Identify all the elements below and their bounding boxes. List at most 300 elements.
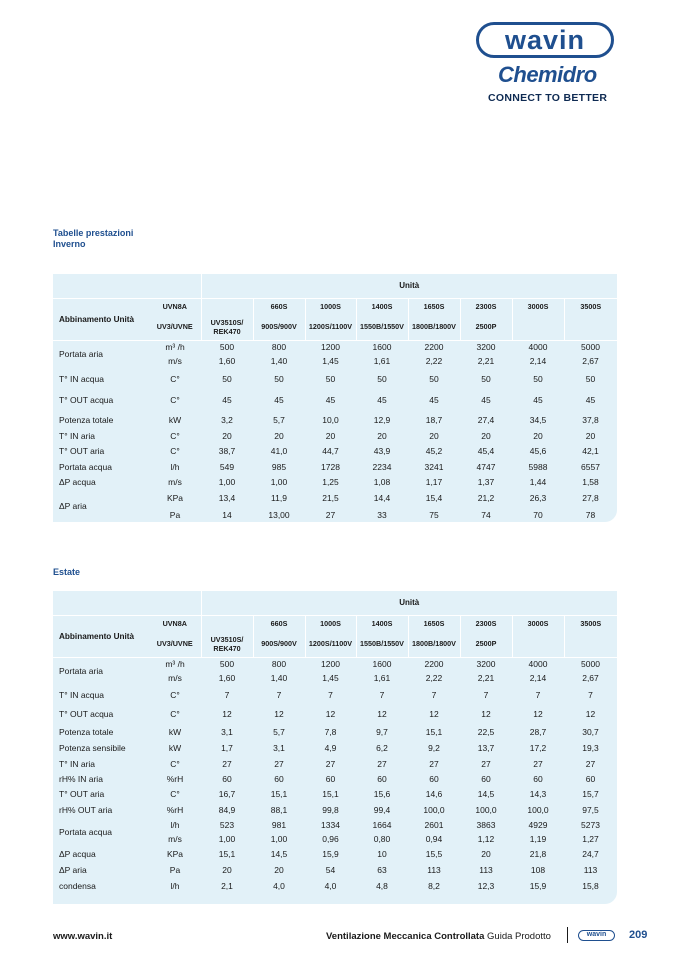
value-cell: 4,0: [324, 881, 337, 891]
value-cell: 60: [585, 773, 596, 784]
value-cell: 15,9: [529, 881, 547, 891]
value-cell: 84,9: [218, 805, 236, 815]
value-cell: 4,9: [324, 743, 337, 753]
row-label: ΔP acqua: [59, 849, 96, 859]
model-cell: UVN8A: [149, 615, 201, 631]
value-cell: 42,1: [582, 446, 599, 456]
model-cell: 3500S: [564, 298, 617, 314]
value-cell: 1,19: [529, 834, 547, 844]
value-cell: 74: [481, 509, 491, 520]
table-row: [53, 818, 617, 832]
value-cell: 3241: [424, 461, 444, 472]
value-cell: 1,17: [425, 476, 443, 487]
row-label: Potenza sensibile: [59, 743, 126, 753]
value-cell: 1728: [321, 461, 340, 472]
table-row: [53, 368, 617, 389]
model-cell: 1650S: [408, 615, 460, 631]
row-label: T° IN acqua: [59, 373, 104, 384]
value-cell: 45: [533, 394, 543, 405]
value-cell: 11,9: [271, 492, 287, 503]
value-cell: 27,4: [477, 414, 495, 425]
value-cell: 500: [201, 340, 253, 354]
model-cell: 1400S: [356, 298, 408, 314]
table-row: [53, 429, 617, 443]
value-cell: 28,7: [529, 726, 547, 737]
value-cell: 3863: [476, 820, 496, 830]
wavin-logo: [476, 22, 614, 58]
value-cell: 27: [222, 758, 232, 769]
value-cell: 45,2: [425, 446, 443, 456]
row-label: T° IN aria: [59, 758, 95, 769]
table-row: [53, 685, 617, 704]
table-row: [53, 459, 617, 474]
model-cell: UV3510S/ REK470: [201, 631, 253, 657]
value-cell: 10: [377, 849, 387, 859]
value-cell: 1,00: [270, 834, 288, 844]
value-cell: 4747: [476, 461, 496, 472]
value-cell: 12: [481, 708, 491, 719]
table-row: [53, 771, 617, 786]
value-cell: 45,6: [529, 446, 547, 456]
value-cell: 45,4: [477, 446, 495, 456]
value-cell: 12: [585, 708, 596, 719]
value-cell: 1,60: [218, 356, 236, 366]
model-cell: 2500P: [460, 631, 512, 657]
value-cell: 50: [274, 373, 284, 384]
row-label: Portata acqua: [59, 461, 112, 472]
value-cell: 78: [585, 509, 596, 520]
value-cell: 7: [276, 689, 282, 700]
value-cell: 5,7: [273, 414, 285, 425]
table-row: [53, 846, 617, 862]
model-cell: 3000S: [512, 615, 564, 631]
value-cell: 100,0: [423, 805, 445, 815]
value-cell: 1,25: [322, 476, 339, 487]
row-label: condensa: [59, 881, 96, 891]
row-label: T° OUT aria: [59, 446, 105, 456]
model-cell: 660S: [253, 298, 305, 314]
unit-cell: l/h: [170, 881, 180, 891]
value-cell: 1,44: [529, 476, 547, 487]
blank-cell: [149, 591, 201, 615]
value-cell: 15,1: [425, 726, 443, 737]
winter-heading: Inverno: [53, 239, 86, 249]
value-cell: 1,37: [477, 476, 495, 487]
value-cell: 523: [219, 820, 235, 830]
value-cell: 17,2: [529, 743, 547, 753]
value-cell: 1,00: [218, 476, 236, 487]
unit-cell: m/s: [168, 356, 182, 366]
value-cell: 2,67: [582, 356, 599, 366]
models-row-a: [53, 298, 617, 314]
unit-cell: m³ /h: [149, 340, 201, 354]
value-cell: 4000: [512, 657, 564, 671]
value-cell: 2,67: [582, 673, 599, 683]
value-cell: 981: [271, 820, 287, 830]
value-cell: 12: [222, 708, 232, 719]
unit-cell: m/s: [168, 834, 182, 844]
value-cell: 6,2: [376, 743, 388, 753]
value-cell: 0,94: [425, 834, 443, 844]
value-cell: 50: [222, 373, 232, 384]
value-cell: 4929: [528, 820, 548, 830]
model-cell: 1000S: [305, 615, 356, 631]
unit-cell: C°: [170, 373, 180, 384]
value-cell: 1,00: [270, 476, 288, 487]
footer-doc-subtitle: Guida Prodotto: [487, 931, 551, 942]
value-cell: 12: [274, 708, 284, 719]
model-cell: UV3/UVNE: [156, 639, 193, 649]
wavin-logo-text: wavin: [504, 24, 586, 55]
model-cell: 3500S: [564, 615, 617, 631]
table-row: [53, 723, 617, 740]
value-cell: 50: [429, 373, 439, 384]
blank-cell: [53, 591, 149, 615]
model-cell: [201, 615, 253, 631]
footer-doc-name: Ventilazione Meccanica Controllata: [326, 931, 485, 942]
row-label-abbinamento: Abbinamento Unità: [53, 615, 149, 657]
section-title: [53, 228, 133, 250]
value-cell: 27: [585, 758, 596, 769]
row-label: ΔP aria: [59, 501, 87, 511]
value-cell: 7: [431, 689, 437, 700]
value-cell: 45: [429, 394, 439, 405]
value-cell: 34,5: [529, 414, 547, 425]
value-cell: 44,7: [322, 446, 339, 456]
value-cell: 21,5: [322, 492, 339, 503]
unit-cell: KPa: [166, 492, 184, 503]
value-cell: 45: [481, 394, 491, 405]
value-cell: 99,8: [322, 805, 339, 815]
value-cell: 7,8: [324, 726, 337, 737]
value-cell: 800: [253, 657, 305, 671]
unit-cell: l/h: [170, 461, 180, 472]
value-cell: 5000: [564, 657, 617, 671]
unit-cell: C°: [170, 708, 180, 719]
row-label: ΔP acqua: [59, 476, 96, 487]
value-cell: 5988: [528, 461, 548, 472]
value-cell: 0,96: [322, 834, 339, 844]
value-cell: 63: [377, 865, 387, 875]
value-cell: 20: [377, 431, 387, 441]
value-cell: 15,7: [582, 789, 599, 799]
unit-cell: %rH: [166, 773, 184, 784]
value-cell: 20: [481, 849, 491, 859]
value-cell: 27: [533, 758, 543, 769]
value-cell: 2,21: [477, 673, 495, 683]
value-cell: 7: [224, 689, 230, 700]
model-cell: 1200S/1100V: [305, 631, 356, 657]
value-cell: 9,7: [376, 726, 388, 737]
value-cell: 3,2: [221, 414, 233, 425]
value-cell: 1600: [356, 340, 408, 354]
model-cell: 2300S: [460, 298, 512, 314]
model-cell: 1550B/1550V: [356, 631, 408, 657]
value-cell: 70: [533, 509, 543, 520]
table-row: [53, 704, 617, 723]
value-cell: 60: [222, 773, 232, 784]
value-cell: 2,22: [425, 356, 443, 366]
value-cell: 100,0: [475, 805, 497, 815]
value-cell: 7: [535, 689, 541, 700]
value-cell: 37,8: [582, 414, 599, 425]
footer-doc-title: [326, 931, 551, 942]
value-cell: 3,1: [273, 743, 285, 753]
value-cell: 99,4: [373, 805, 391, 815]
unit-cell: kW: [168, 726, 182, 737]
value-cell: 800: [253, 340, 305, 354]
value-cell: 75: [429, 509, 439, 520]
value-cell: 1,27: [582, 834, 599, 844]
value-cell: 33: [377, 509, 387, 520]
value-cell: 20: [274, 865, 284, 875]
footer-wavin-logo: wavin: [578, 930, 615, 941]
value-cell: 50: [377, 373, 387, 384]
unit-cell: l/h: [170, 820, 180, 830]
unit-cell: C°: [170, 446, 180, 456]
chemidro-logo: Chemidro: [498, 62, 597, 87]
model-cell: 1000S: [305, 298, 356, 314]
row-label: Portata acqua: [59, 827, 112, 837]
unit-header-row: [53, 591, 617, 615]
table-row: [53, 389, 617, 410]
value-cell: 20: [222, 431, 232, 441]
value-cell: 2234: [372, 461, 392, 472]
value-cell: 9,2: [428, 743, 440, 753]
row-label: T° OUT acqua: [59, 394, 114, 405]
value-cell: 21,8: [529, 849, 547, 859]
row-label: T° OUT aria: [59, 789, 105, 799]
value-cell: 15,9: [322, 849, 339, 859]
value-cell: 113: [427, 865, 441, 875]
value-cell: 15,1: [322, 789, 339, 799]
model-cell: [201, 298, 253, 314]
tables-heading: Tabelle prestazioni: [53, 228, 134, 238]
value-cell: 24,7: [582, 849, 599, 859]
value-cell: 4,0: [273, 881, 285, 891]
value-cell: 54: [325, 865, 336, 875]
unit-cell: %rH: [166, 805, 184, 815]
unit-header: Unità: [201, 591, 617, 615]
value-cell: 2200: [408, 657, 460, 671]
table-row: [53, 740, 617, 756]
table-row: [53, 474, 617, 489]
value-cell: 12,3: [477, 881, 495, 891]
value-cell: 45: [585, 394, 596, 405]
value-cell: 50: [481, 373, 491, 384]
value-cell: 3200: [460, 340, 512, 354]
value-cell: 1,60: [218, 673, 236, 683]
value-cell: 50: [325, 373, 336, 384]
model-cell: 900S/900V: [253, 631, 305, 657]
value-cell: 27: [429, 758, 439, 769]
model-cell: 2500P: [460, 314, 512, 340]
value-cell: 20: [274, 431, 284, 441]
value-cell: 5273: [581, 820, 600, 830]
row-label: T° IN acqua: [59, 689, 104, 700]
value-cell: 5000: [564, 340, 617, 354]
value-cell: 10,0: [322, 414, 339, 425]
unit-cell: m/s: [168, 673, 182, 683]
value-cell: 60: [429, 773, 439, 784]
value-cell: 1,7: [221, 743, 233, 753]
value-cell: 45: [274, 394, 284, 405]
value-cell: 1,61: [373, 356, 391, 366]
value-cell: 27,8: [582, 492, 599, 503]
value-cell: 27: [481, 758, 491, 769]
value-cell: 14,5: [477, 789, 495, 799]
value-cell: 20: [481, 431, 491, 441]
value-cell: 20: [325, 431, 336, 441]
value-cell: 20: [533, 431, 543, 441]
value-cell: 18,7: [425, 414, 443, 425]
value-cell: 15,8: [582, 881, 599, 891]
value-cell: 113: [479, 865, 493, 875]
row-label: ΔP aria: [59, 865, 87, 875]
value-cell: 27: [325, 758, 336, 769]
value-cell: 43,9: [373, 446, 391, 456]
value-cell: 50: [585, 373, 596, 384]
winter-table: [53, 274, 617, 523]
value-cell: 100,0: [527, 805, 549, 815]
page-number: 209: [629, 929, 648, 941]
value-cell: 41,0: [270, 446, 288, 456]
brand-tagline: CONNECT TO BETTER: [488, 92, 608, 104]
models-row-a: [53, 615, 617, 631]
unit-cell: KPa: [166, 849, 184, 859]
value-cell: 16,7: [218, 789, 236, 799]
value-cell: 1,08: [373, 476, 391, 487]
value-cell: 500: [201, 657, 253, 671]
value-cell: 2,22: [425, 673, 443, 683]
unit-header: Unità: [201, 274, 617, 298]
summer-heading: Estate: [53, 567, 81, 577]
value-cell: 38,7: [218, 446, 236, 456]
unit-cell: kW: [168, 414, 182, 425]
value-cell: 2,14: [529, 673, 547, 683]
value-cell: 20: [585, 431, 596, 441]
value-cell: 30,7: [582, 726, 599, 737]
value-cell: 27: [274, 758, 284, 769]
model-cell: 1650S: [408, 298, 460, 314]
value-cell: 7: [379, 689, 385, 700]
value-cell: 4000: [512, 340, 564, 354]
model-cell: 1400S: [356, 615, 408, 631]
value-cell: 15,6: [373, 789, 391, 799]
table-row: [53, 802, 617, 818]
unit-cell: kW: [168, 743, 182, 753]
row-label: rH% IN aria: [59, 773, 103, 784]
value-cell: 2,1: [221, 881, 233, 891]
value-cell: 0,80: [373, 834, 391, 844]
model-cell: [512, 631, 564, 657]
value-cell: 15,4: [425, 492, 443, 503]
table-row: [53, 756, 617, 771]
value-cell: 12: [429, 708, 439, 719]
value-cell: 60: [533, 773, 543, 784]
value-cell: 8,2: [428, 881, 440, 891]
table-row: [53, 340, 617, 354]
value-cell: 26,3: [529, 492, 547, 503]
model-cell: UVN8A: [149, 298, 201, 314]
value-cell: 27: [325, 509, 336, 520]
value-cell: 1,40: [270, 356, 288, 366]
unit-cell: Pa: [169, 509, 181, 520]
brand-logo: [474, 22, 619, 104]
value-cell: 7: [588, 689, 593, 700]
value-cell: 1,40: [270, 673, 288, 683]
value-cell: 97,5: [582, 805, 599, 815]
row-label: Potenza totale: [59, 726, 114, 737]
unit-cell: Pa: [169, 865, 181, 875]
value-cell: 2200: [408, 340, 460, 354]
value-cell: 12: [533, 708, 543, 719]
value-cell: 60: [377, 773, 387, 784]
value-cell: 60: [274, 773, 284, 784]
model-cell: 660S: [253, 615, 305, 631]
unit-cell: C°: [170, 431, 180, 441]
row-label: Portata aria: [53, 657, 149, 685]
unit-header-row: [53, 274, 617, 298]
value-cell: 3,1: [221, 726, 233, 737]
value-cell: 60: [325, 773, 336, 784]
value-cell: 50: [533, 373, 543, 384]
value-cell: 14,5: [270, 849, 288, 859]
value-cell: 985: [271, 461, 287, 472]
unit-cell: C°: [170, 394, 180, 405]
value-cell: 20: [429, 431, 439, 441]
value-cell: 21,2: [477, 492, 495, 503]
value-cell: 2601: [424, 820, 444, 830]
value-cell: 6557: [581, 461, 600, 472]
value-cell: 3200: [460, 657, 512, 671]
unit-cell: m³ /h: [149, 657, 201, 671]
model-cell: 1200S/1100V: [305, 314, 356, 340]
model-cell: UV3/UVNE: [156, 322, 193, 332]
value-cell: 14: [222, 509, 232, 520]
summer-table: [53, 591, 617, 894]
blank-cell: [149, 274, 201, 298]
value-cell: 12: [325, 708, 336, 719]
value-cell: 45: [325, 394, 336, 405]
value-cell: 1,58: [582, 476, 599, 487]
table-row: [53, 878, 617, 894]
footer-website[interactable]: www.wavin.it: [53, 931, 113, 942]
value-cell: 15,5: [425, 849, 443, 859]
table-row: [53, 489, 617, 506]
model-cell: 1800B/1800V: [408, 631, 460, 657]
value-cell: 5,7: [273, 726, 285, 737]
value-cell: 2,14: [529, 356, 547, 366]
model-cell: 2300S: [460, 615, 512, 631]
unit-cell: C°: [170, 689, 180, 700]
value-cell: 12: [377, 708, 387, 719]
value-cell: 1,45: [322, 673, 339, 683]
value-cell: 15,1: [218, 849, 236, 859]
value-cell: 20: [222, 865, 232, 875]
value-cell: 1664: [372, 820, 392, 830]
model-cell: 1550B/1550V: [356, 314, 408, 340]
value-cell: 88,1: [270, 805, 288, 815]
table-row: [53, 443, 617, 459]
footer-divider: [567, 927, 568, 943]
unit-cell: m/s: [168, 476, 182, 487]
value-cell: 45: [377, 394, 387, 405]
row-label-abbinamento: Abbinamento Unità: [53, 298, 149, 340]
blank-cell: [53, 274, 149, 298]
value-cell: 2,21: [477, 356, 495, 366]
model-cell: [564, 314, 617, 340]
